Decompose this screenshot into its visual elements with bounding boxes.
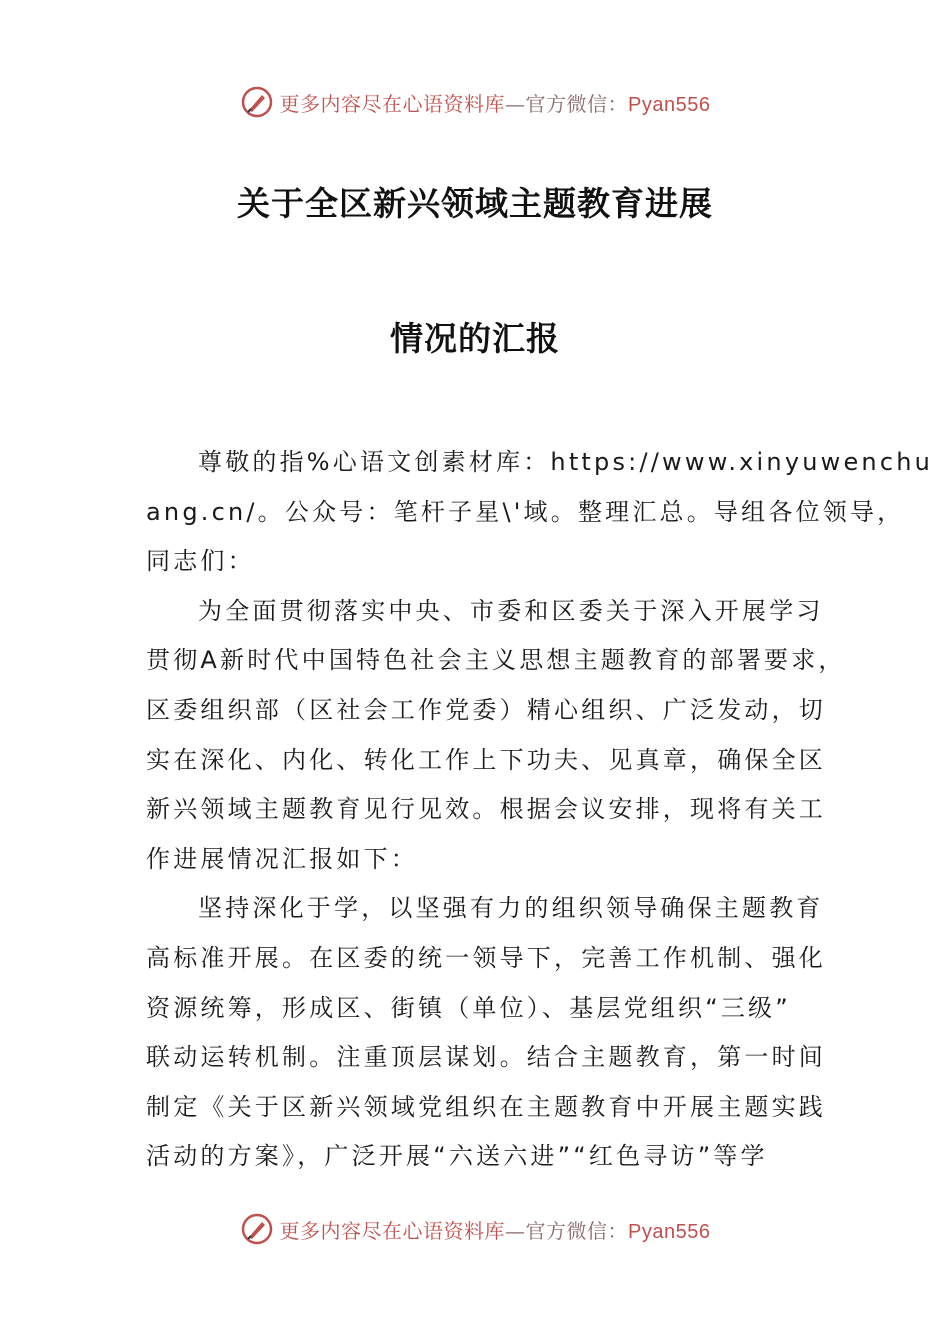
body-line: 资源统筹，形成区、街镇（单位）、基层党组织“三级” — [146, 993, 791, 1022]
footer-watermark-banner — [0, 1209, 950, 1249]
body-line: 高标准开展。在区委的统一领导下，完善工作机制、强化 — [146, 943, 826, 972]
header-watermark-banner — [0, 82, 950, 122]
body-line: 贯彻A新时代中国特色社会主义思想主题教育的部署要求， — [146, 646, 846, 675]
document-title-line-2: 情况的汇报 — [390, 319, 560, 358]
body-line: 尊敬的指%心语文创素材库：https://www.xinyuwenchu — [198, 448, 934, 476]
body-line: 实在深化、内化、转化工作上下功夫、见真章，确保全区 — [146, 745, 826, 774]
body-line: 新兴领域主题教育见行见效。根据会议安排，现将有关工 — [146, 795, 826, 824]
banner-text: 更多内容尽在心语资料库—官方微信：Pyan556 — [279, 91, 711, 116]
body-line: 同志们： — [146, 547, 255, 576]
body-line: 区委组织部（区社会工作党委）精心组织、广泛发动，切 — [146, 695, 826, 724]
body-line: 制定《关于区新兴领域党组织在主题教育中开展主题实践 — [146, 1092, 826, 1121]
body-line: 活动的方案》，广泛开展“六送六进”“红色寻访”等学 — [146, 1142, 768, 1171]
body-line: 作进展情况汇报如下： — [146, 844, 418, 873]
pen-circle-logo-icon — [240, 1212, 274, 1246]
pen-circle-logo-icon — [240, 85, 274, 119]
body-line: 为全面贯彻落实中央、市委和区委关于深入开展学习 — [198, 596, 824, 625]
document-title-line-1: 关于全区新兴领域主题教育进展 — [237, 184, 713, 223]
body-line: ang.cn/。公众号：笔杆子星\'域。整理汇总。导组各位领导， — [146, 497, 905, 526]
document-body — [146, 438, 934, 1182]
body-line: 坚持深化于学，以坚强有力的组织领导确保主题教育 — [198, 894, 824, 923]
banner-text: 更多内容尽在心语资料库—官方微信：Pyan556 — [279, 1218, 711, 1243]
body-line: 联动运转机制。注重顶层谋划。结合主题教育，第一时间 — [146, 1043, 826, 1072]
